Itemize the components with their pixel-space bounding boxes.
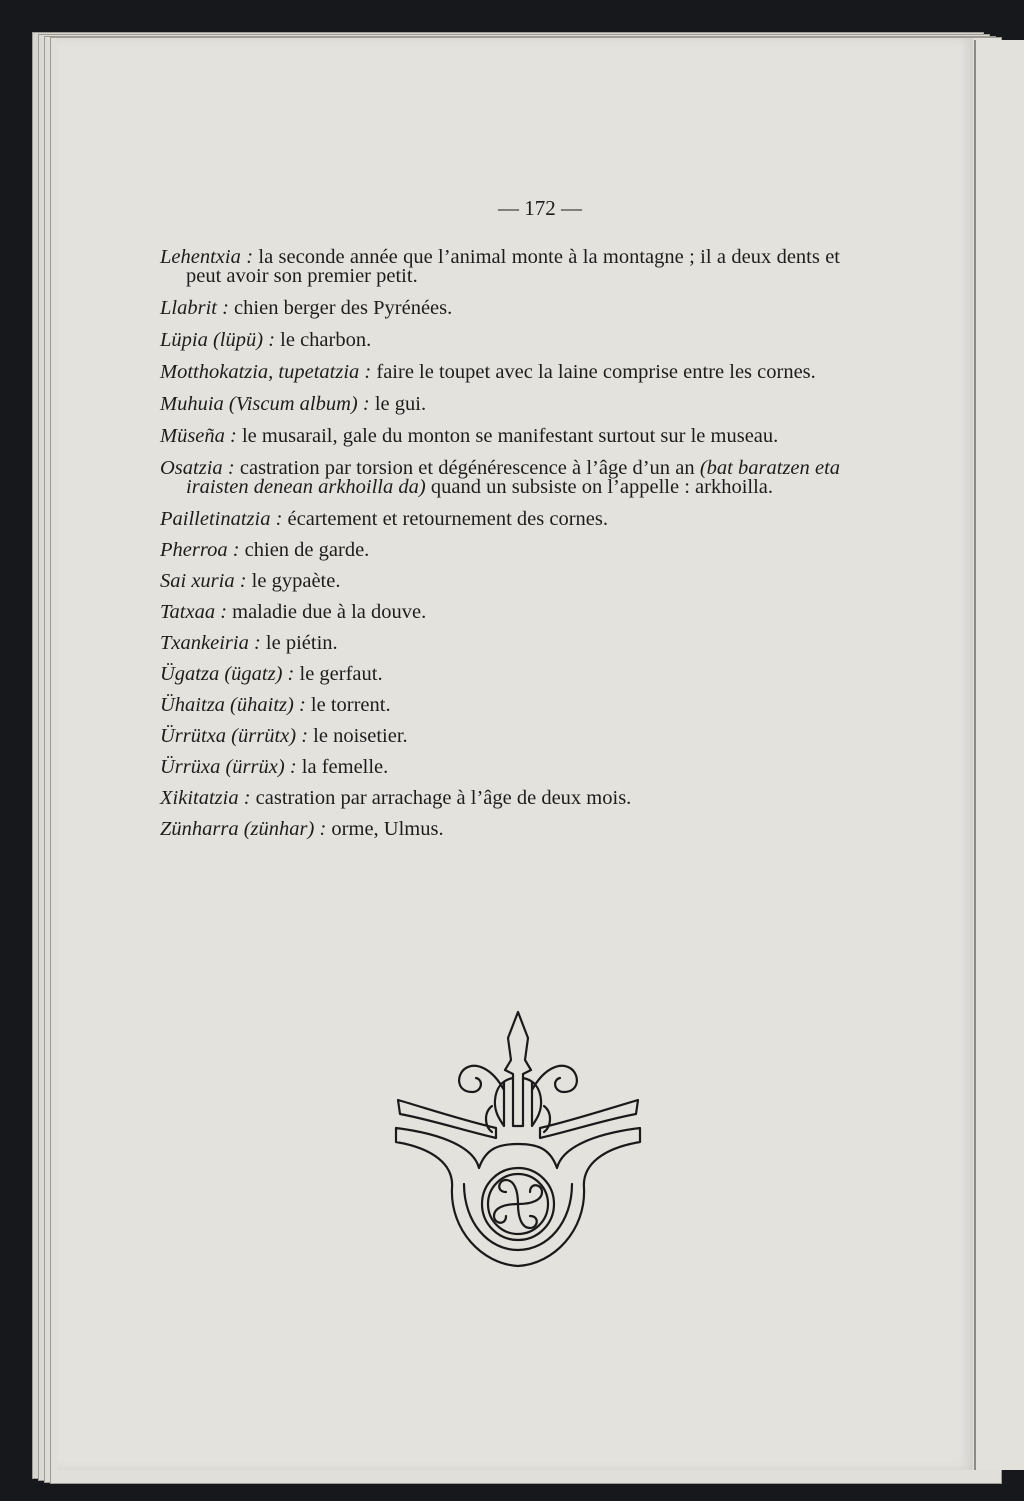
glossary-entry	[160, 820, 840, 839]
glossary-entry	[160, 572, 840, 591]
entry-definition: le torrent.	[310, 694, 391, 716]
entry-definition: maladie due à la douve.	[232, 601, 427, 623]
entry-definition: orme, Ulmus.	[331, 818, 444, 840]
glossary-entry	[160, 510, 840, 529]
glossary-entry	[160, 727, 840, 746]
glossary-entry	[160, 427, 840, 446]
entry-term: Txankeiria :	[160, 632, 261, 654]
entry-basque-phrase: (bat baratzen eta iraisten denean arkhoilla da)	[186, 457, 841, 498]
entry-term: Sai xuria :	[160, 570, 247, 592]
entry-term: Zünharra (zünhar) :	[160, 818, 327, 840]
entry-definition: chien de garde.	[244, 539, 370, 561]
entry-term: Osatzia :	[160, 457, 235, 479]
entry-definition: faire le toupet avec la laine comprise entre les cornes.	[376, 361, 816, 383]
entry-definition: castration par torsion et dégénérescence à l’âge d’un an	[239, 457, 695, 479]
entry-term: Müseña :	[160, 425, 237, 447]
glossary-list	[160, 248, 840, 851]
entry-definition: écartement et retournement des cornes.	[287, 508, 608, 530]
glossary-entry	[160, 665, 840, 684]
entry-definition: le gypaète.	[251, 570, 341, 592]
entry-term: Xikitatzia :	[160, 787, 251, 809]
glossary-entry	[160, 758, 840, 777]
glossary-entry	[160, 541, 840, 560]
glossary-entry	[160, 248, 840, 286]
entry-definition: le piétin.	[265, 632, 338, 654]
glossary-entry	[160, 331, 840, 350]
glossary-entry	[160, 395, 840, 414]
entry-term: Motthokatzia, tupetatzia :	[160, 361, 372, 383]
entry-term: Muhuia (Viscum album) :	[160, 393, 370, 415]
glossary-entry	[160, 696, 840, 715]
entry-term: Llabrit :	[160, 297, 229, 319]
entry-term: Ügatza (ügatz) :	[160, 663, 295, 685]
glossary-entry	[160, 459, 840, 497]
glossary-entry	[160, 363, 840, 382]
glossary-entry	[160, 299, 840, 318]
entry-term: Ürrüxa (ürrüx) :	[160, 756, 297, 778]
basque-lauburu-ornament-icon	[392, 1008, 644, 1274]
entry-definition: chien berger des Pyrénées.	[234, 297, 453, 319]
entry-definition: le gerfaut.	[299, 663, 383, 685]
entry-term: Ürrütxa (ürrütx) :	[160, 725, 309, 747]
entry-term: Lüpia (lüpü) :	[160, 329, 276, 351]
glossary-entry	[160, 603, 840, 622]
facing-page-edge	[974, 40, 1024, 1470]
entry-definition: le noisetier.	[313, 725, 408, 747]
entry-definition-end: quand un subsiste on l’appelle : arkhoilla.	[430, 476, 774, 498]
entry-definition: le musarail, gale du monton se manifestant surtout sur le museau.	[241, 425, 779, 447]
entry-term: Lehentxia :	[160, 246, 254, 268]
entry-term: Ühaitza (ühaitz) :	[160, 694, 306, 716]
entry-term: Pherroa :	[160, 539, 240, 561]
entry-term: Pailletinatzia :	[160, 508, 283, 530]
glossary-entry	[160, 789, 840, 808]
page-number: — 172 —	[498, 196, 582, 220]
glossary-entry	[160, 634, 840, 653]
entry-definition: la femelle.	[301, 756, 389, 778]
entry-definition: le gui.	[374, 393, 427, 415]
entry-definition: castration par arrachage à l’âge de deux mois.	[255, 787, 632, 809]
entry-definition: le charbon.	[280, 329, 372, 351]
entry-term: Tatxaa :	[160, 601, 228, 623]
entry-definition: la seconde année que l’animal monte à la montagne ; il a deux dents et peut avoir son premier petit.	[186, 246, 840, 287]
